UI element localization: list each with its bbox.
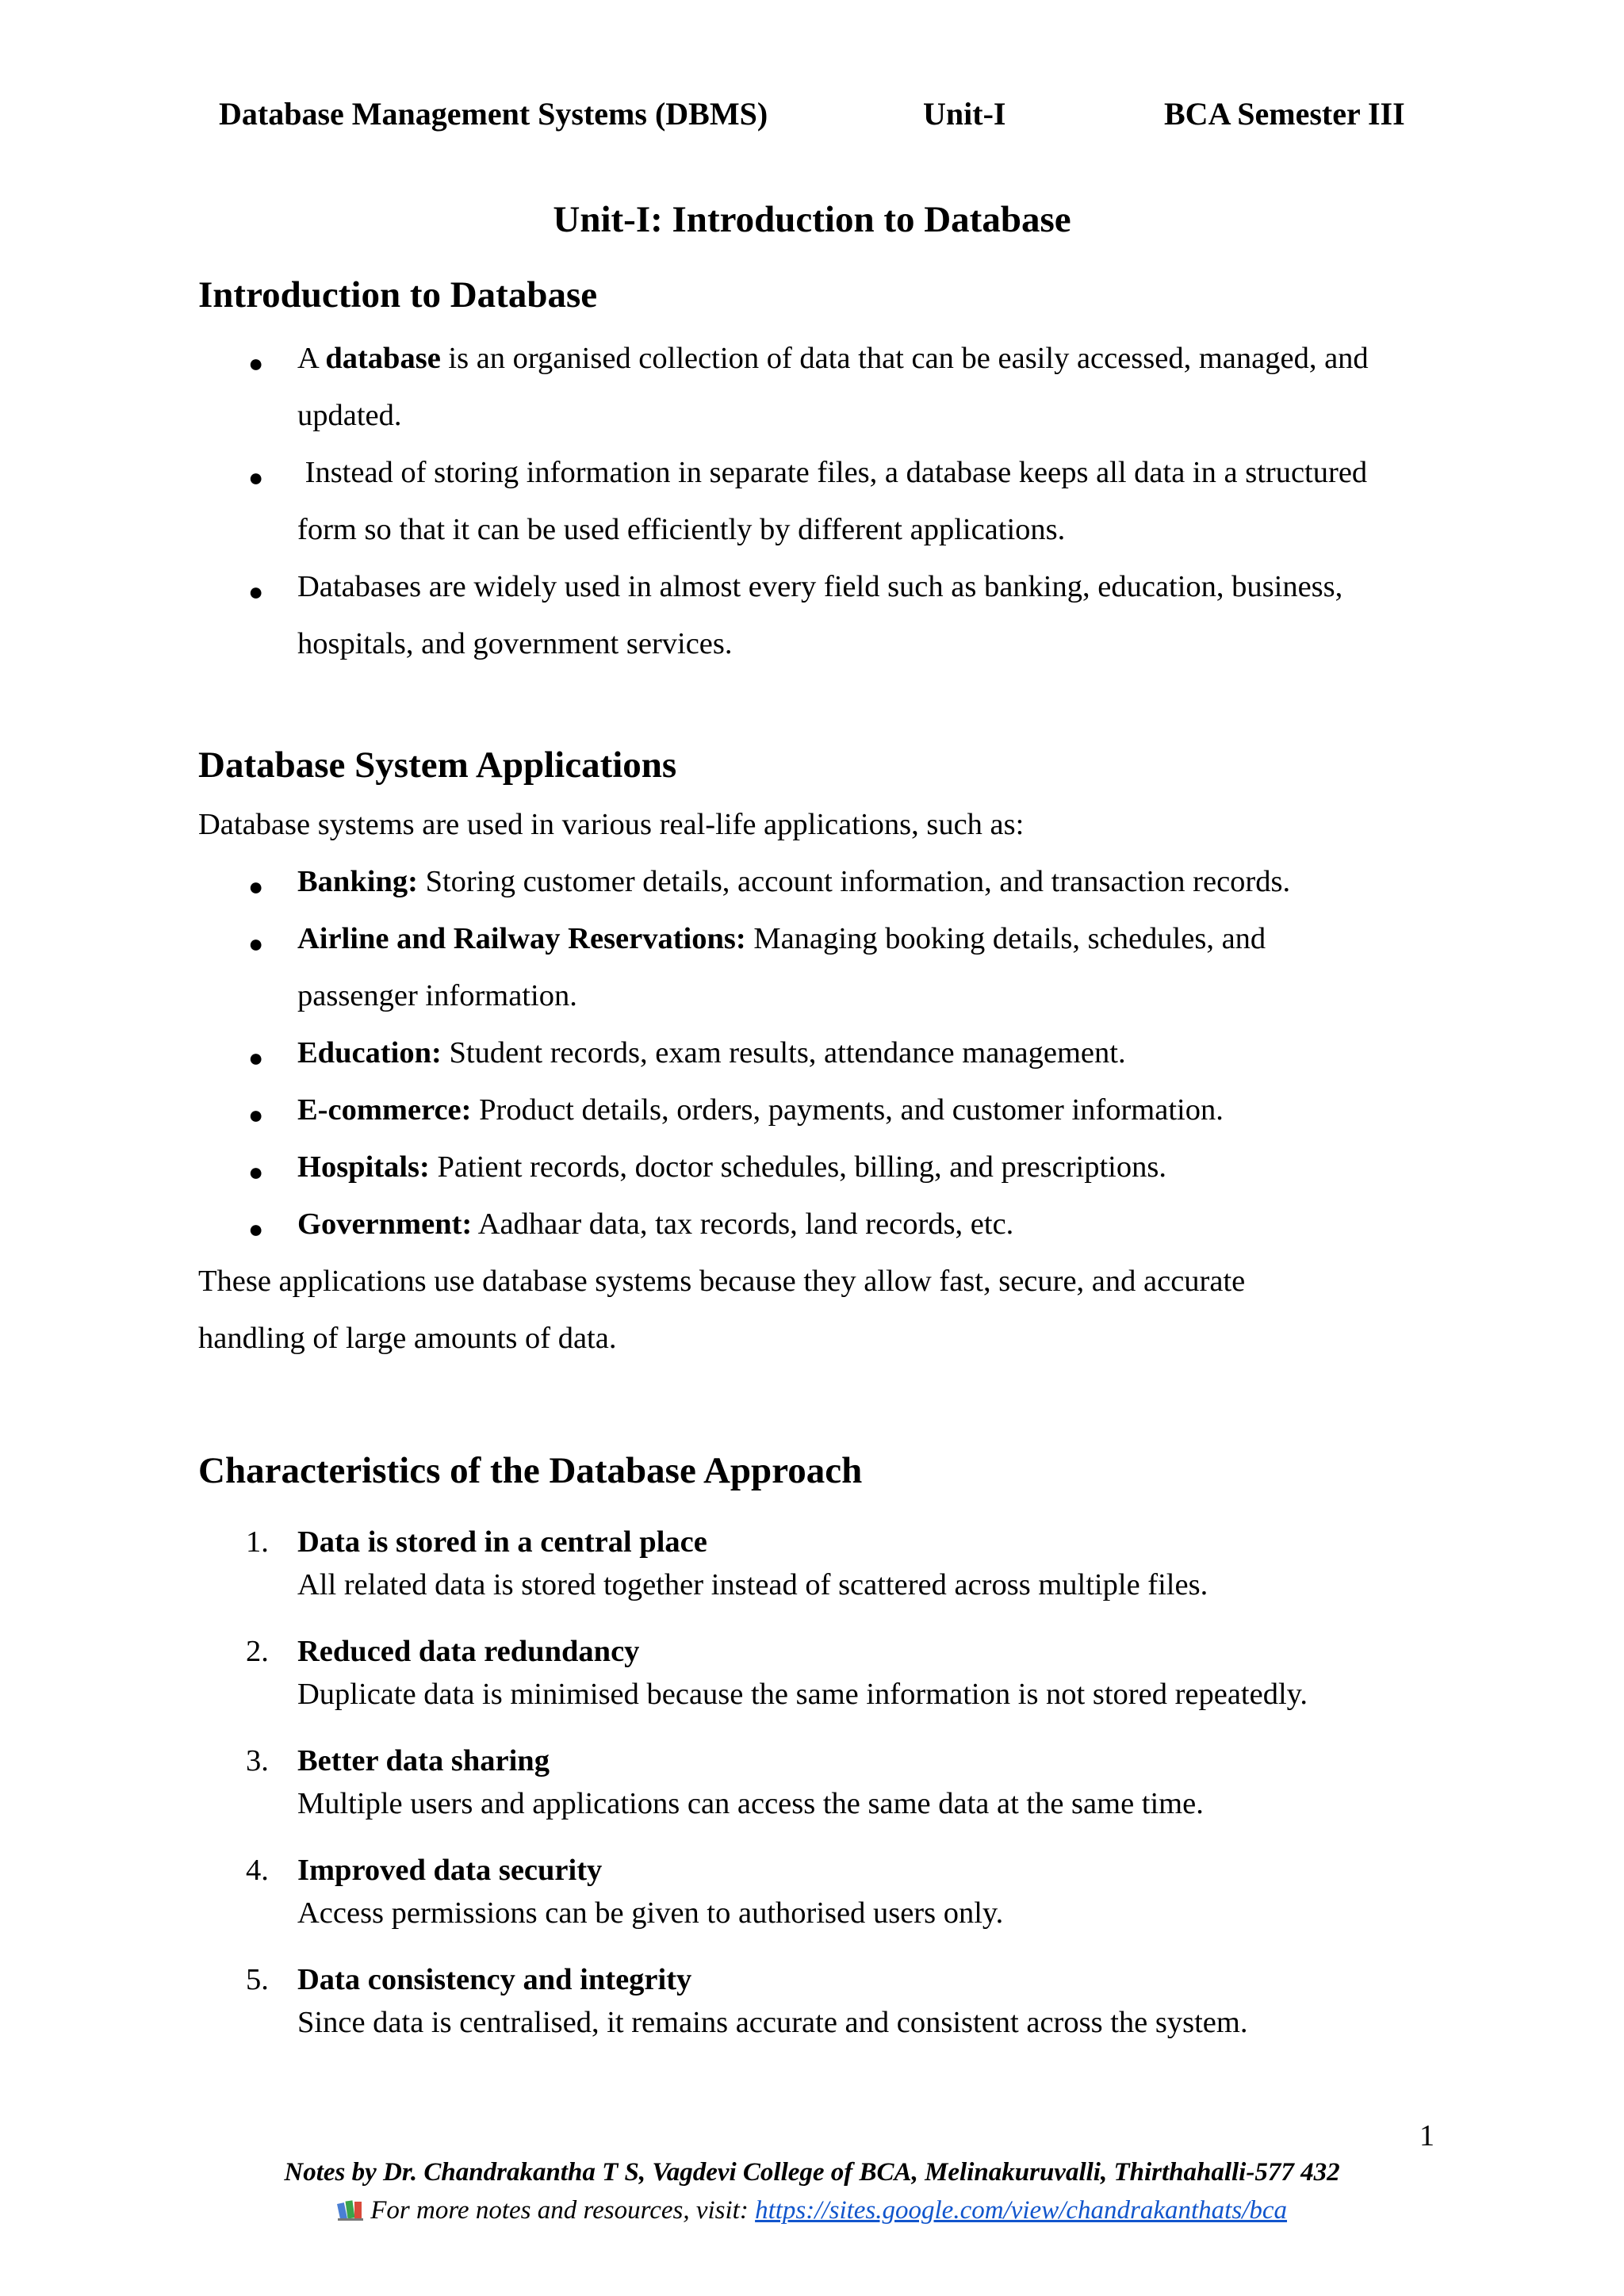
item-number: 4.	[246, 1854, 269, 1887]
bullet-dot: ●	[248, 1100, 264, 1129]
footer-notes: Notes by Dr. Chandrakantha T S, Vagdevi College of BCA, Melinakuruvalli, Thirthahalli-577 432	[284, 2158, 1340, 2187]
characteristic-title: Reduced data redundancy	[297, 1635, 640, 1668]
characteristic-title: Better data sharing	[297, 1744, 550, 1777]
applications-closing: These applications use database systems because they allow fast, secure, and accurate	[198, 1265, 1246, 1298]
application-item: Government: Aadhaar data, tax records, land records, etc.	[297, 1207, 1014, 1241]
characteristic-title: Improved data security	[297, 1854, 603, 1887]
bullet-dot: ●	[248, 1215, 264, 1243]
page-title: Unit-I: Introduction to Database	[553, 199, 1071, 240]
intro-bullet-2: Instead of storing information in separate files, a database keeps all data in a structured	[297, 456, 1368, 489]
characteristics-heading: Characteristics of the Database Approach	[198, 1450, 863, 1491]
intro-bullet-2-cont: form so that it can be used efficiently by different applications.	[297, 513, 1066, 546]
item-number: 2.	[246, 1635, 269, 1668]
intro-bullet-3-cont: hospitals, and government services.	[297, 627, 733, 660]
bullet-dot: ●	[248, 349, 264, 377]
bullet-dot: ●	[248, 577, 264, 606]
header-semester: BCA Semester III	[1164, 96, 1405, 132]
footer-link[interactable]: https://sites.google.com/view/chandrakanthats/bca	[755, 2196, 1288, 2225]
bullet-dot: ●	[248, 872, 264, 901]
item-number: 3.	[246, 1744, 269, 1777]
bullet-dot: ●	[248, 1043, 264, 1072]
header-unit: Unit-I	[923, 96, 1006, 132]
application-item: Hospitals: Patient records, doctor schedules, billing, and prescriptions.	[297, 1150, 1166, 1184]
item-number: 5.	[246, 1963, 269, 1996]
characteristic-desc: All related data is stored together instead of scattered across multiple files.	[297, 1568, 1208, 1601]
page-number: 1	[1419, 2119, 1434, 2152]
application-item: Banking: Storing customer details, account information, and transaction records.	[297, 865, 1291, 898]
header-course: Database Management Systems (DBMS)	[219, 96, 768, 132]
characteristic-title: Data consistency and integrity	[297, 1963, 692, 1996]
application-item: Airline and Railway Reservations: Managing booking details, schedules, and	[297, 922, 1266, 955]
application-item: E-commerce: Product details, orders, payments, and customer information.	[297, 1093, 1224, 1127]
characteristic-desc: Since data is centralised, it remains accurate and consistent across the system.	[297, 2006, 1248, 2039]
footer-resources	[0, 2196, 1624, 2228]
applications-closing-cont: handling of large amounts of data.	[198, 1322, 617, 1355]
bullet-dot: ●	[248, 463, 264, 492]
application-item: Education: Student records, exam results, attendance management.	[297, 1036, 1126, 1070]
intro-bullet-1-cont: updated.	[297, 399, 402, 432]
intro-bullet-1: A database is an organised collection of data that can be easily accessed, managed, and	[297, 342, 1369, 375]
intro-heading: Introduction to Database	[198, 274, 598, 316]
books-icon	[337, 2197, 364, 2228]
intro-bullet-3: Databases are widely used in almost every field such as banking, education, business,	[297, 570, 1343, 603]
characteristic-desc: Access permissions can be given to authorised users only.	[297, 1896, 1004, 1930]
characteristic-desc: Duplicate data is minimised because the same information is not stored repeatedly.	[297, 1678, 1308, 1711]
application-item-cont: passenger information.	[297, 979, 577, 1012]
bullet-dot: ●	[248, 929, 264, 958]
characteristic-title: Data is stored in a central place	[297, 1525, 707, 1559]
bullet-dot: ●	[248, 1158, 264, 1186]
applications-heading: Database System Applications	[198, 744, 677, 786]
footer-more-label: For more notes and resources, visit:	[363, 2196, 756, 2225]
applications-lead: Database systems are used in various real-life applications, such as:	[198, 808, 1025, 841]
item-number: 1.	[246, 1525, 269, 1559]
characteristic-desc: Multiple users and applications can access the same data at the same time.	[297, 1787, 1204, 1820]
